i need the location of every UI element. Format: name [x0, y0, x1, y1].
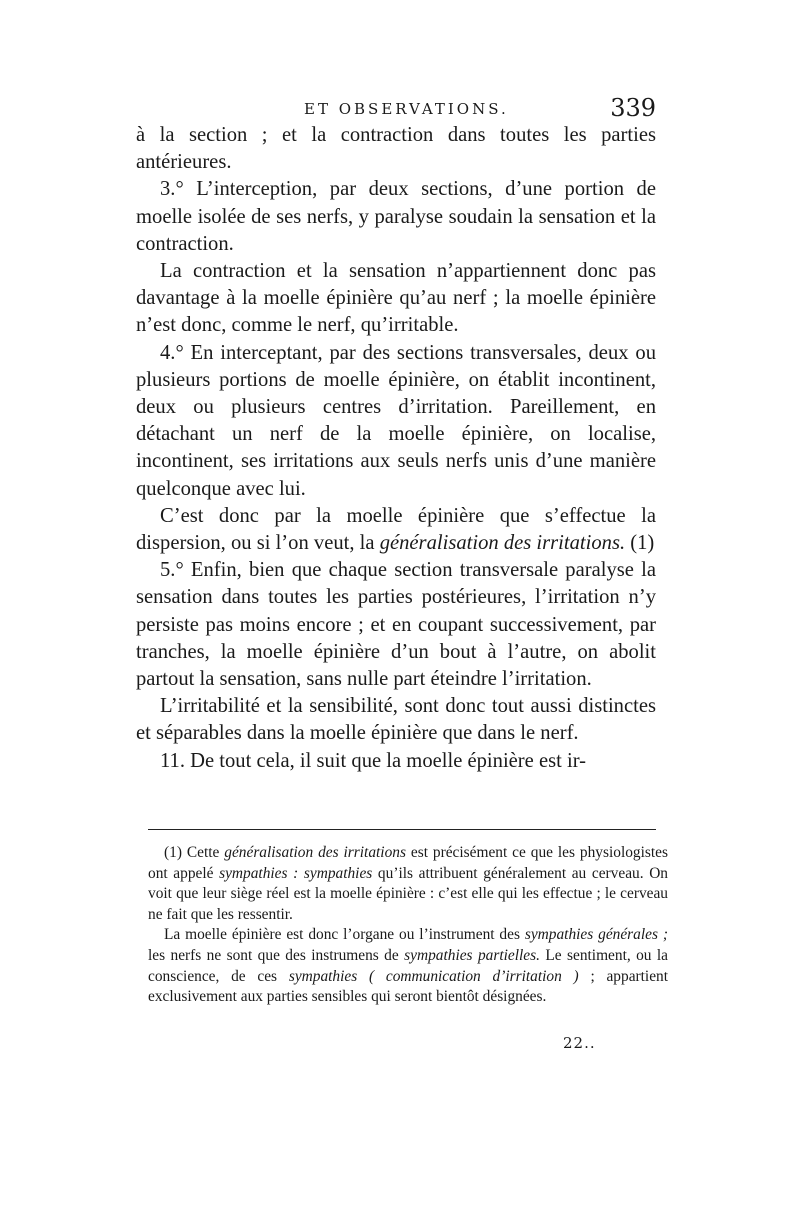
running-head-title: ET OBSERVATIONS.: [304, 100, 509, 118]
paragraph: 11. De tout cela, il suit que la moelle épinière est ir-: [160, 749, 587, 772]
footnote-text: ; appartient exclusivement aux parties sensibles qui seront bientôt désignées.: [148, 967, 669, 1006]
main-text: [136, 122, 656, 775]
footnote-italic: sympathies générales ;: [524, 926, 668, 944]
footnote-text: Le sentiment, ou la conscience, de ces: [148, 946, 669, 985]
paragraph: L’irritabilité et la sensibilité, sont donc tout aussi distinctes et séparables dans la moelle épinière que dans le nerf.: [136, 695, 656, 745]
footnote-text: est précisément ce que les physiologistes ont appelé: [148, 844, 668, 882]
italic-phrase: généralisation des irritations.: [379, 532, 626, 555]
footnote-text: qu’ils attribuent généralement au cerveau. On voit que leur siège réel est la moelle épinière : c’est elle qui les effectue ; le cerveau ne fait que les ressentir.: [148, 864, 669, 923]
footnote-text: (1) Cette: [164, 844, 220, 861]
paragraph: La contraction et la sensation n’appartiennent donc pas davantage à la moelle épinière qu’au nerf ; la moelle épinière n’est donc, comme le nerf, qu’irritable.: [136, 260, 656, 337]
footnote-italic: généralisation des irritations: [224, 844, 406, 861]
paragraph: 3.° L’interception, par deux sections, d’une portion de moelle isolée de ses nerfs, y paralyse soudain la sensation et la contraction.: [136, 178, 656, 255]
page-number: 339: [610, 94, 656, 122]
footnote-italic: sympathies : sympathies: [219, 864, 373, 882]
footnote-italic: sympathies partielles.: [404, 946, 540, 964]
paragraph: [136, 503, 656, 557]
footnote-divider: [148, 829, 656, 830]
footnote-paragraph: [148, 843, 668, 925]
running-head: [136, 96, 656, 124]
signature-mark: 22..: [563, 1034, 596, 1052]
footnote-text: La moelle épinière est donc l’organe ou l’instrument des: [164, 926, 520, 944]
paragraph: 4.° En interceptant, par des sections transversales, deux ou plusieurs portions de moelle épinière, on établit incontinent, deux ou plusieurs centres d’irritation. Pareillement, en détachant un nerf de la moelle épinière, on localise, incontinent, ses irritations aux seuls nerfs unis d’une manière quelconque avec lui.: [136, 341, 656, 500]
paragraph: à la section ; et la contraction dans toutes les parties antérieures.: [136, 124, 656, 174]
paragraph-text: C’est donc par la moelle épinière que s’effectue la dispersion, ou si l’on veut, la: [136, 504, 656, 555]
footnote-text: les nerfs ne sont que des instrumens de: [148, 946, 399, 964]
footnote-italic: sympathies ( communication d’irritation ): [288, 967, 579, 985]
footnote: [148, 843, 668, 1008]
footnote-paragraph: [148, 925, 668, 1007]
footnote-reference: (1): [630, 532, 655, 555]
paragraph: 5.° Enfin, bien que chaque section transversale paralyse la sensation dans toutes les parties postérieures, l’irritation n’y persiste pas moins encore ; et en coupant successivement, par tranches, la moelle épinière d’un bout à l’autre, on abolit partout la sensation, sans nulle part éteindre l’irritation.: [136, 559, 656, 691]
